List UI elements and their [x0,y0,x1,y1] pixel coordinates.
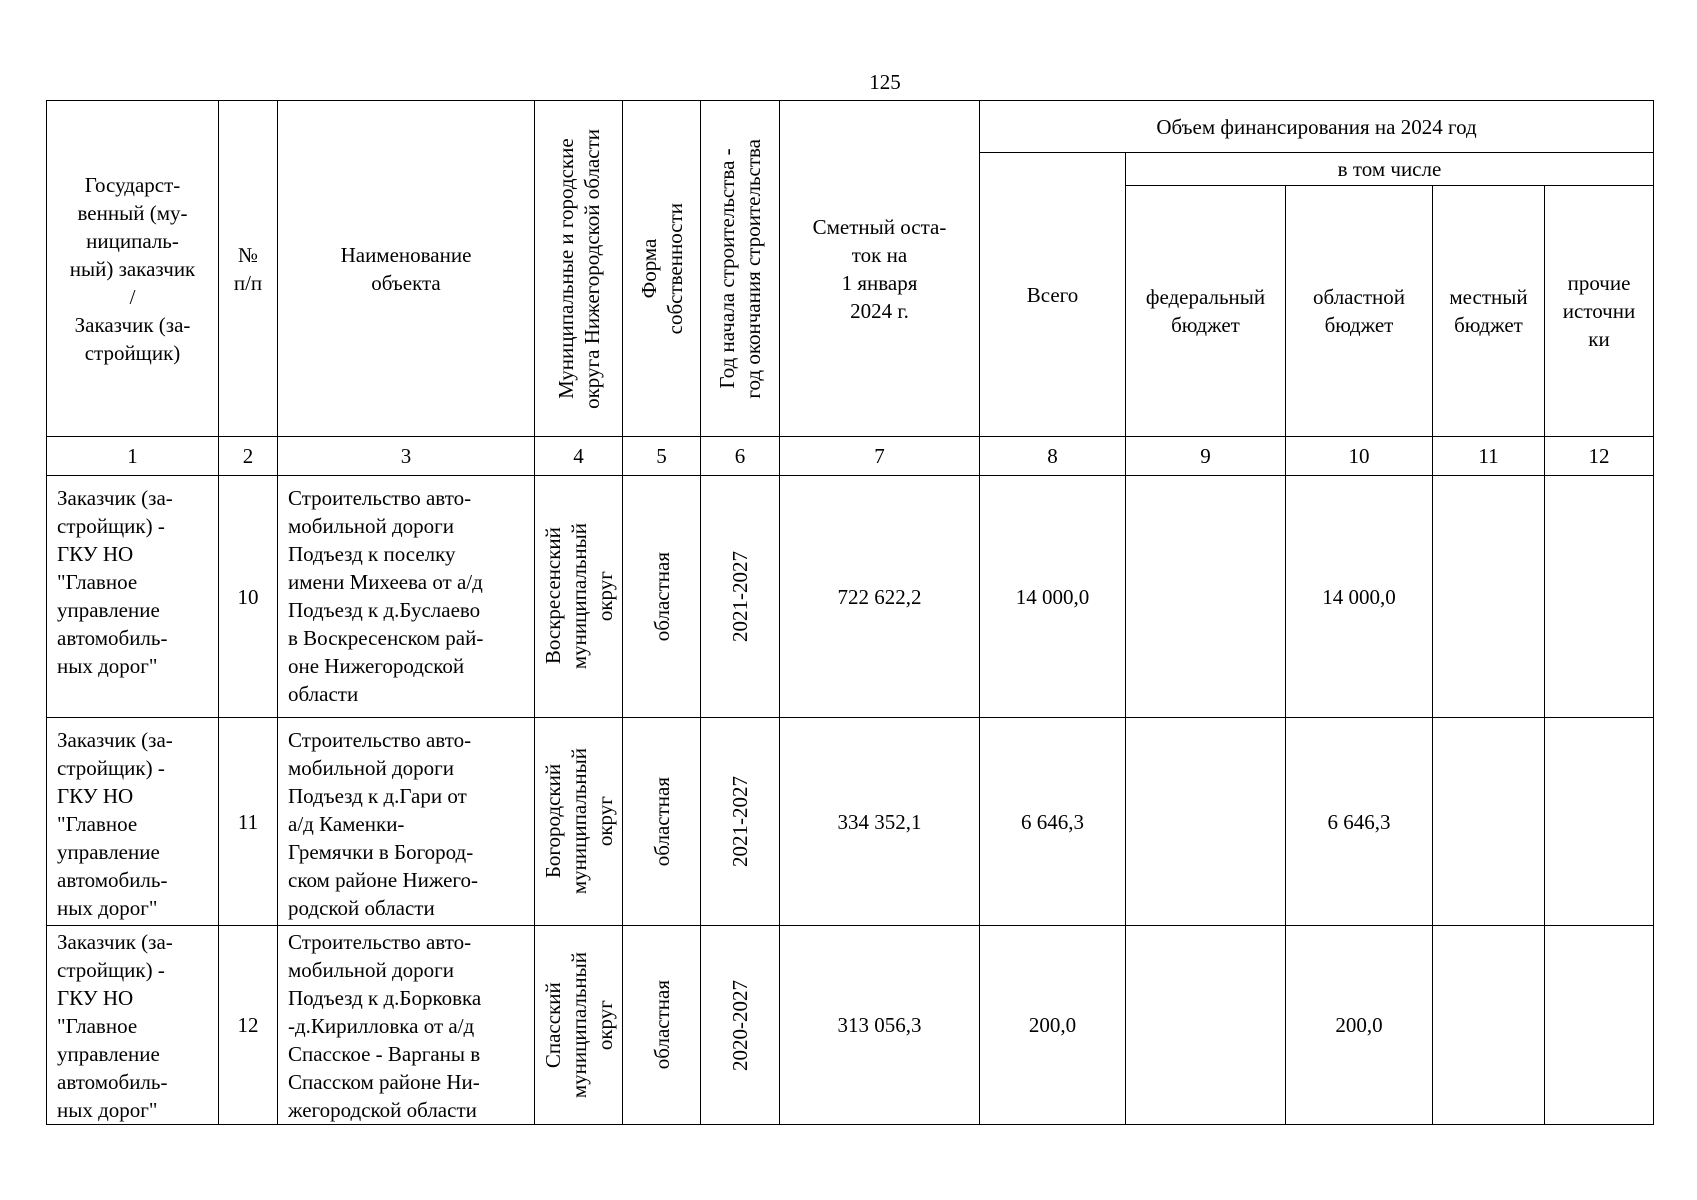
column-number: 6 [701,437,780,476]
column-number: 4 [535,437,623,476]
header-federal [1126,186,1286,437]
customer-cell [47,926,219,1125]
header-object-name [278,101,535,437]
estimate-value: 334 352,1 [780,718,980,926]
object-name-lines: Строительство авто- мобильной дороги Подъезд к д.Гари от а/д Каменки- Гремячки в Богород- ском районе Нижего- родской области [288,728,479,920]
district-cell [535,476,623,718]
header-customer-lines: Государст- венный (му- ниципаль- ный) заказчик / Заказчик (за- стройщик) [69,172,196,365]
column-number: 2 [219,437,278,476]
object-name-cell [278,718,535,926]
header-estimate-lines: Сметный оста- ток на 1 января 2024 г. [812,214,947,323]
ownership-cell [623,718,701,926]
years-value: 2020-2027 [728,979,752,1071]
other-value [1545,718,1654,926]
column-number: 12 [1545,437,1654,476]
object-name-lines: Строительство авто- мобильной дороги Подъезд к поселку имени Михеева от а/д Подъезд к д.Буслаево в Воскресенском рай- оне Нижегородской области [288,486,484,706]
header-ownership-lines: Форма собственности [636,202,687,335]
row-number: 11 [219,718,278,926]
header-district [535,101,623,437]
local-value [1433,476,1545,718]
customer-lines: Заказчик (за- стройщик) - ГКУ НО "Главное управление автомобиль- ных дорог" [57,930,173,1122]
header-including: в том числе [1126,153,1654,186]
federal-value [1126,476,1286,718]
header-local-lines: местный бюджет [1449,285,1528,337]
estimate-value: 313 056,3 [780,926,980,1125]
header-district-lines: Муниципальные и городские округа Нижегородской области [553,128,604,409]
other-value [1545,476,1654,718]
years-cell [701,476,780,718]
local-value [1433,926,1545,1125]
ownership-value: областная [649,551,674,642]
district-cell [535,718,623,926]
years-value: 2021-2027 [728,551,752,642]
header-number-lines: № п/п [233,242,263,295]
total-value: 200,0 [980,926,1126,1125]
column-number-row [47,437,1654,476]
estimate-value: 722 622,2 [780,476,980,718]
column-number: 8 [980,437,1126,476]
header-estimate [780,101,980,437]
header-customer [47,101,219,437]
column-number: 7 [780,437,980,476]
customer-cell [47,476,219,718]
years-value: 2021-2027 [728,776,752,867]
district-lines: Спасский муниципальный округ [540,951,617,1099]
column-number: 9 [1126,437,1286,476]
header-total: Всего [980,153,1126,437]
local-value [1433,718,1545,926]
table-row [47,718,1654,926]
financing-table [46,100,1654,1125]
total-value: 6 646,3 [980,718,1126,926]
regional-value: 6 646,3 [1286,718,1433,926]
customer-lines: Заказчик (за- стройщик) - ГКУ НО "Главное управление автомобиль- ных дорог" [57,728,173,920]
customer-lines: Заказчик (за- стройщик) - ГКУ НО "Главное управление автомобиль- ных дорог" [57,486,173,678]
years-cell [701,926,780,1125]
total-value: 14 000,0 [980,476,1126,718]
table-row [47,926,1654,1125]
ownership-value: областная [649,776,674,867]
years-cell [701,718,780,926]
column-number: 3 [278,437,535,476]
regional-value: 14 000,0 [1286,476,1433,718]
header-years-lines: Год начала строительства - год окончания строительства [715,138,765,399]
ownership-cell [623,926,701,1125]
header-federal-lines: федеральный бюджет [1145,285,1266,337]
district-lines: Богородский муниципальный округ [540,748,617,895]
header-regional-lines: областной бюджет [1313,285,1405,337]
header-years [701,101,780,437]
object-name-cell [278,476,535,718]
column-number: 1 [47,437,219,476]
column-number: 11 [1433,437,1545,476]
district-cell [535,926,623,1125]
other-value [1545,926,1654,1125]
page-number: 125 [869,70,901,94]
federal-value [1126,926,1286,1125]
column-number: 5 [623,437,701,476]
header-number [219,101,278,437]
header-other [1545,186,1654,437]
header-local [1433,186,1545,437]
header-financing: Объем финансирования на 2024 год [980,101,1654,153]
regional-value: 200,0 [1286,926,1433,1125]
federal-value [1126,718,1286,926]
header-object-name-lines: Наименование объекта [340,242,472,295]
object-name-cell [278,926,535,1125]
column-number: 10 [1286,437,1433,476]
customer-cell [47,718,219,926]
ownership-cell [623,476,701,718]
row-number: 10 [219,476,278,718]
header-regional [1286,186,1433,437]
object-name-lines: Строительство авто- мобильной дороги Подъезд к д.Борковка -д.Кирилловка от а/д Спасское - Варганы в Спасском районе Ни- жегородской области [288,930,482,1122]
header-other-lines: прочие источни ки [1562,271,1636,351]
district-lines: Воскресенский муниципальный округ [540,523,617,670]
ownership-value: областная [649,980,674,1070]
header-ownership [623,101,701,437]
table-row [47,476,1654,718]
row-number: 12 [219,926,278,1125]
